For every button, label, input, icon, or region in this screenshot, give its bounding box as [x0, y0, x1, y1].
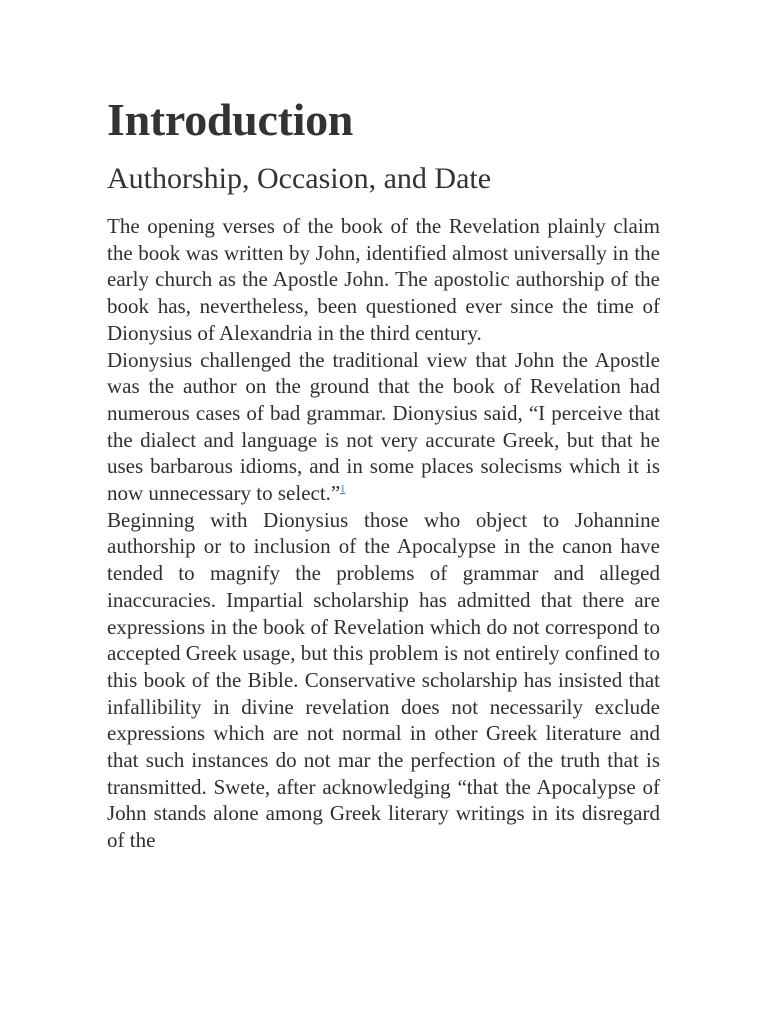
body-text: [107, 213, 660, 854]
section-heading: Authorship, Occasion, and Date: [107, 162, 492, 195]
paragraph-3: Beginning with Dionysius those who object to Johannine authorship or to inclusion of the Apocalypse in the canon have tended to magnify the problems of grammar and alleged inaccuracies. Impartial scholarship has admitted that there are expressions in the book of Revelation which do not correspond to accepted Greek usage, but this problem is not entirely confined to this book of the Bible. Conservative scholarship has insisted that infallibility in divine revelation does not necessarily exclude expressions which are not normal in other Greek literature and that such instances do not mar the perfection of the truth that is transmitted. Swete, after acknowledging “that the Apocalypse of John stands alone among Greek literary writings in its disregard of the: [107, 507, 660, 853]
paragraph-1: The opening verses of the book of the Revelation plainly claim the book was written by John, identified almost universally in the early church as the Apostle John. The apostolic authorship of the book has, nevertheless, been questioned ever since the time of Dionysius of Alexandria in the third century.: [107, 214, 660, 345]
chapter-title: Introduction: [107, 94, 354, 145]
paragraph-2-text: Dionysius challenged the traditional view that John the Apostle was the author on the ground that the book of Revelation had numerous cases of bad grammar. Dionysius said, “I perceive that the dialect and language is not very accurate Greek, but that he uses barbarous idioms, and in some places solecisms which it is now unnecessary to select.”: [107, 347, 660, 506]
document-page: [107, 93, 660, 854]
paragraph-2: [107, 347, 660, 507]
footnote-ref: [340, 484, 345, 495]
footnote-link[interactable]: 1: [340, 484, 346, 496]
